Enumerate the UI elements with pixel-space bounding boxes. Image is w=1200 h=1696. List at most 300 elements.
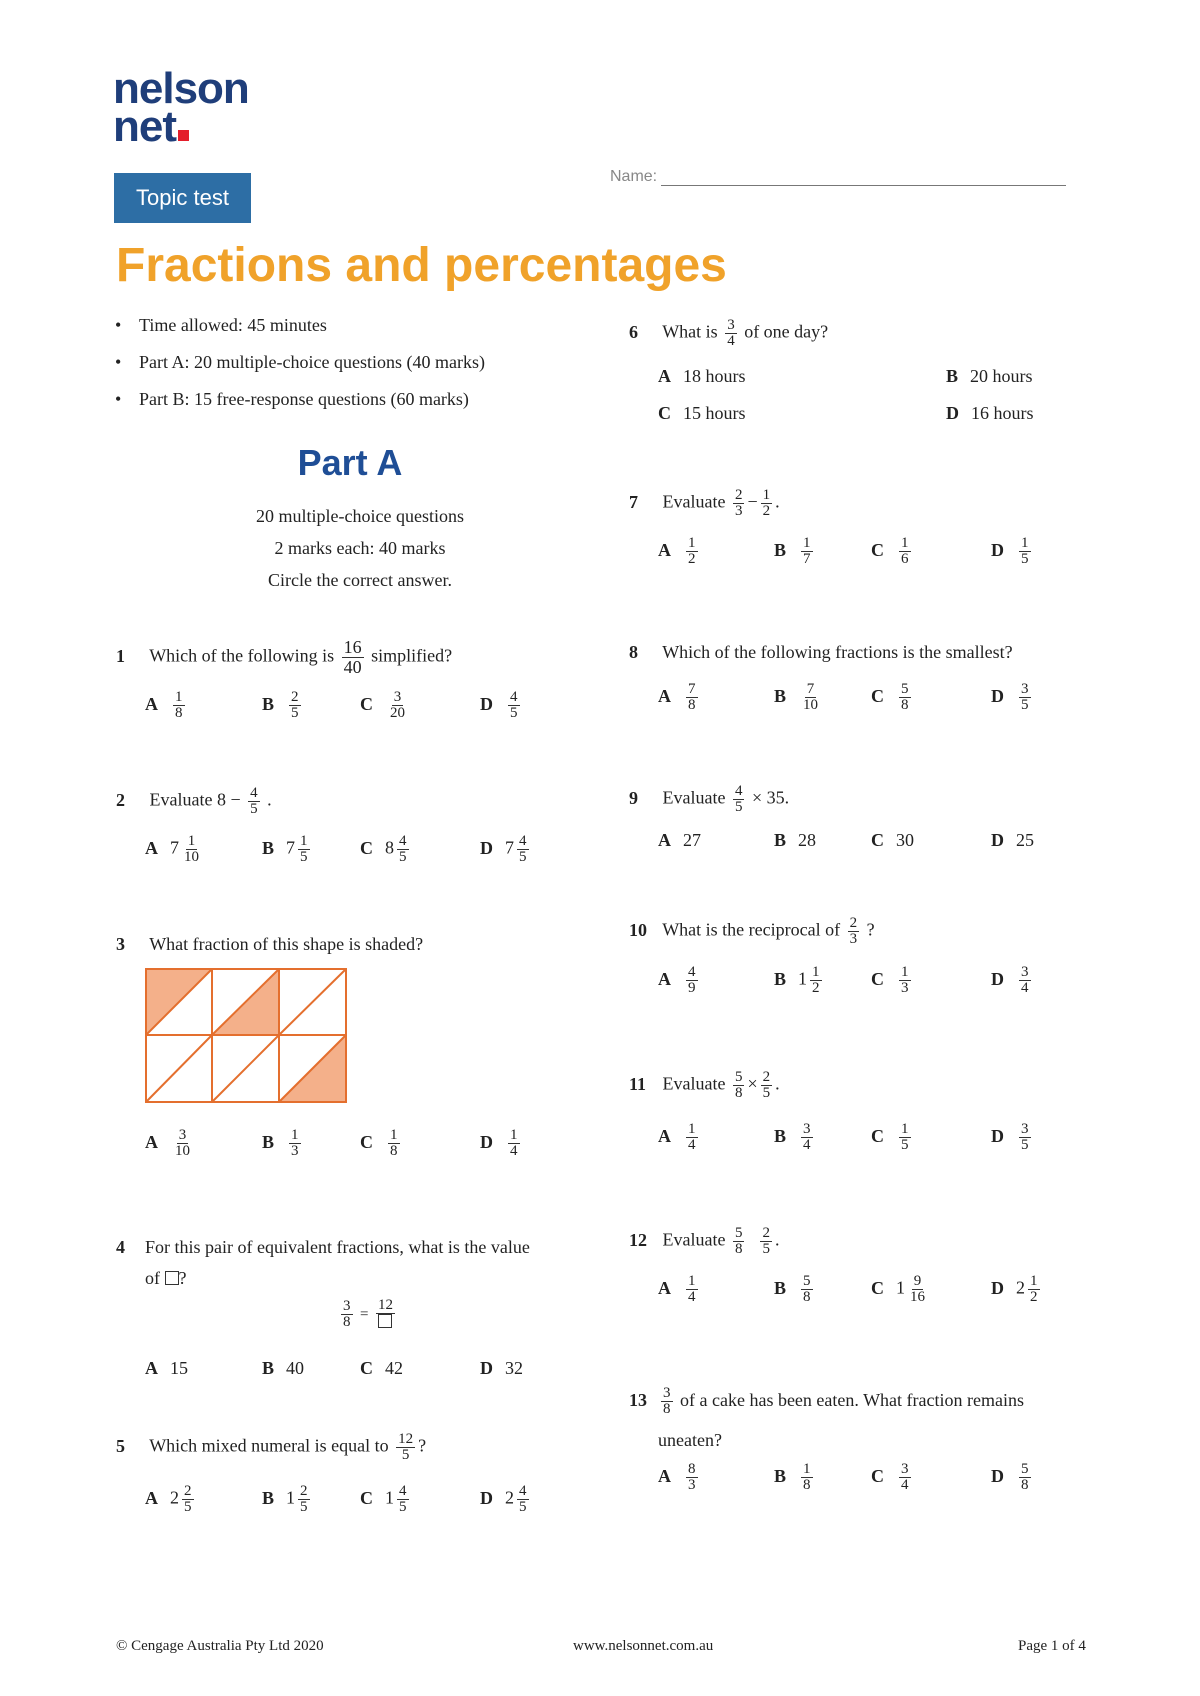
fraction <box>182 834 201 865</box>
numerator: 4 <box>510 689 518 705</box>
q9-option-c[interactable] <box>871 830 914 851</box>
fraction <box>899 536 911 567</box>
option-letter: B <box>946 366 959 386</box>
part-a-line: 2 marks each: 40 marks <box>274 538 446 558</box>
part-a-heading: Part A <box>297 442 403 483</box>
fraction <box>908 1274 927 1305</box>
option-letter: B <box>774 1125 787 1146</box>
question-text: simplified? <box>371 645 453 666</box>
logo-line1: nelson <box>113 64 249 113</box>
q3-option-a[interactable] <box>145 1128 195 1159</box>
denominator: 16 <box>910 1289 925 1305</box>
q8-option-d[interactable] <box>991 682 1034 713</box>
option-value: 30 <box>896 830 914 850</box>
option-letter: A <box>145 1131 158 1152</box>
fraction <box>801 1274 813 1305</box>
q8-option-b[interactable] <box>774 682 823 713</box>
question-text: Evaluate <box>662 1073 726 1094</box>
denominator: 5 <box>519 1499 527 1515</box>
denominator: 2 <box>1030 1289 1038 1305</box>
q10-option-c[interactable] <box>871 965 914 996</box>
option-value: 28 <box>798 830 817 850</box>
whole-number: 7 <box>170 837 179 858</box>
fraction <box>733 1070 745 1101</box>
option-letter: A <box>658 1125 671 1146</box>
denominator: 4 <box>901 1477 909 1493</box>
fraction <box>298 1484 310 1515</box>
option-letter: A <box>658 539 671 560</box>
numerator: 7 <box>688 681 696 697</box>
fraction <box>388 690 407 721</box>
option-letter: D <box>991 1125 1004 1146</box>
question-text: Evaluate <box>662 491 726 512</box>
blank-box <box>165 1271 179 1285</box>
question-text: What is the reciprocal of <box>662 919 841 940</box>
numerator: 1 <box>1030 1273 1038 1289</box>
numerator: 8 <box>688 1461 696 1477</box>
numerator: 1 <box>510 1127 518 1143</box>
option-letter: C <box>871 1465 884 1486</box>
numerator: 2 <box>762 1225 770 1241</box>
q5-option-a[interactable] <box>145 1484 197 1515</box>
q3-option-b[interactable] <box>262 1128 304 1159</box>
q1-option-c[interactable] <box>360 690 410 721</box>
blank-box <box>378 1314 392 1328</box>
fraction <box>733 784 745 815</box>
q9-option-b[interactable] <box>774 830 816 851</box>
fraction <box>248 786 260 817</box>
question-7 <box>629 488 780 519</box>
q11-option-a[interactable] <box>658 1122 701 1153</box>
fraction <box>686 536 698 567</box>
shaded-triangle-grid <box>145 968 348 1104</box>
option-value: 32 <box>505 1358 523 1378</box>
q8-option-a[interactable] <box>658 682 701 713</box>
denominator: 3 <box>688 1477 696 1493</box>
option-letter: A <box>658 1465 671 1486</box>
whole-number: 1 <box>286 1487 296 1508</box>
numerator: 4 <box>519 833 527 849</box>
denominator: 5 <box>300 849 308 865</box>
q11-option-d[interactable] <box>991 1122 1034 1153</box>
denominator: 3 <box>291 1143 299 1159</box>
question-number: 5 <box>116 1435 125 1456</box>
numerator: 1 <box>291 1127 299 1143</box>
denominator: 5 <box>519 849 527 865</box>
question-5 <box>116 1432 426 1463</box>
question-11 <box>629 1070 780 1101</box>
whole-number: 1 <box>385 1487 394 1508</box>
denominator: 5 <box>300 1499 308 1515</box>
option-letter: B <box>774 830 787 850</box>
q3-option-c[interactable] <box>360 1128 403 1159</box>
option-letter: B <box>262 837 275 858</box>
denominator: 5 <box>1021 551 1029 567</box>
fraction <box>661 1386 673 1417</box>
denominator: 8 <box>803 1289 811 1305</box>
q6-option-a[interactable] <box>658 366 746 387</box>
q5-option-b[interactable] <box>262 1484 313 1515</box>
equals-sign: = <box>360 1306 369 1323</box>
numerator: 4 <box>399 833 407 849</box>
numerator: 4 <box>399 1483 407 1499</box>
question-1 <box>116 638 452 677</box>
fraction <box>1028 1274 1040 1305</box>
fraction <box>289 690 301 721</box>
question-text: Evaluate <box>662 1229 726 1250</box>
fraction <box>173 1128 192 1159</box>
denominator: 7 <box>803 551 811 567</box>
option-letter: C <box>871 1277 884 1298</box>
question-text: ? <box>418 1435 427 1456</box>
numerator: 1 <box>803 535 811 551</box>
numerator: 1 <box>688 1273 696 1289</box>
fraction <box>342 638 364 677</box>
q2-option-b[interactable] <box>262 834 313 865</box>
option-letter: A <box>658 830 671 850</box>
option-value: 18 hours <box>683 366 746 386</box>
fraction <box>899 682 911 713</box>
fraction <box>801 536 813 567</box>
option-letter: A <box>658 968 671 989</box>
footer-page: Page 1 of 4 <box>1018 1638 1086 1654</box>
q2-option-d[interactable] <box>480 834 532 865</box>
question-13 <box>629 1380 1099 1460</box>
q12-option-c[interactable] <box>871 1274 930 1305</box>
whole-number: 1 <box>896 1277 905 1298</box>
q9-option-a[interactable] <box>658 830 701 851</box>
numerator: 12 <box>377 1297 393 1313</box>
fraction <box>899 1122 911 1153</box>
intro-item: • Part A: 20 multiple-choice questions (40 marks) <box>115 352 485 389</box>
q12-option-d[interactable] <box>991 1274 1043 1305</box>
question-text: of one day? <box>744 321 829 342</box>
option-letter: C <box>871 968 884 989</box>
numerator: 2 <box>291 689 299 705</box>
denominator: 9 <box>688 980 696 996</box>
denominator: 10 <box>184 849 199 865</box>
option-letter: C <box>360 1487 373 1508</box>
option-value: 15 <box>170 1358 188 1378</box>
q1-option-d[interactable] <box>480 690 523 721</box>
footer-url[interactable]: www.nelsonnet.com.au <box>573 1638 714 1654</box>
numerator: 2 <box>734 487 743 503</box>
denominator: 8 <box>343 1314 351 1330</box>
q13-option-a[interactable] <box>658 1462 701 1493</box>
denominator: 5 <box>510 705 518 721</box>
option-letter: C <box>360 1358 373 1378</box>
numerator: 1 <box>688 535 696 551</box>
denominator: 20 <box>390 705 405 721</box>
question-text: . <box>775 491 780 512</box>
q13-option-d[interactable] <box>991 1462 1034 1493</box>
numerator: 3 <box>1021 681 1029 697</box>
part-a-info <box>210 500 510 596</box>
fraction <box>517 834 529 865</box>
q7-option-c[interactable] <box>871 536 914 567</box>
numerator: 3 <box>1021 1121 1029 1137</box>
whole-number: 8 <box>385 837 394 858</box>
denominator: 5 <box>399 849 407 865</box>
option-letter: A <box>658 366 671 386</box>
numerator: 1 <box>901 1121 909 1137</box>
question-text: uneaten? <box>658 1430 722 1450</box>
option-letter: A <box>145 1487 158 1508</box>
question-text: Which of the following is <box>149 645 335 666</box>
q13-option-c[interactable] <box>871 1462 914 1493</box>
option-letter: B <box>774 539 787 560</box>
q4-option-d[interactable] <box>480 1358 523 1379</box>
question-text: . <box>267 789 272 810</box>
fraction <box>1019 965 1031 996</box>
q7-option-b[interactable] <box>774 536 816 567</box>
option-letter: D <box>480 837 493 858</box>
fraction <box>396 1432 415 1463</box>
fraction <box>760 1226 772 1257</box>
option-letter: C <box>871 685 884 706</box>
q4-equation <box>338 1298 398 1331</box>
name-line[interactable] <box>661 171 1066 186</box>
denominator: 4 <box>803 1137 811 1153</box>
intro-item: • Part B: 15 free-response questions (60 marks) <box>115 389 485 426</box>
name-label: Name: <box>610 168 658 185</box>
q10-option-d[interactable] <box>991 965 1034 996</box>
fraction <box>801 1122 813 1153</box>
page-title: Fractions and percentages <box>116 239 727 292</box>
denominator: 4 <box>1021 980 1029 996</box>
fraction <box>341 1299 353 1330</box>
numerator: 3 <box>803 1121 811 1137</box>
operator: × <box>747 1073 758 1094</box>
fraction <box>686 965 698 996</box>
q6-option-c[interactable] <box>658 403 746 424</box>
numerator: 1 <box>187 833 196 849</box>
q5-option-d[interactable] <box>480 1484 532 1515</box>
topic-test-badge: Topic test <box>114 173 251 223</box>
denominator <box>376 1314 394 1331</box>
numerator: 1 <box>1021 535 1029 551</box>
denominator: 5 <box>1021 697 1029 713</box>
q1-option-a[interactable] <box>145 690 188 721</box>
fraction <box>1019 682 1031 713</box>
denominator: 5 <box>762 1241 770 1257</box>
numerator: 3 <box>663 1385 671 1402</box>
denominator: 10 <box>175 1143 190 1159</box>
denominator: 8 <box>803 1477 811 1493</box>
denominator: 8 <box>663 1401 671 1418</box>
q1-option-b[interactable] <box>262 690 304 721</box>
fraction <box>733 488 745 519</box>
option-letter: C <box>360 693 373 714</box>
q6-option-b[interactable] <box>946 366 1033 387</box>
question-number: 11 <box>629 1073 647 1094</box>
numerator: 1 <box>300 833 308 849</box>
fraction <box>899 1462 911 1493</box>
fraction <box>761 488 773 519</box>
denominator: 8 <box>175 705 183 721</box>
q7-option-a[interactable] <box>658 536 701 567</box>
fraction <box>848 916 860 947</box>
q6-option-d[interactable] <box>946 403 1034 424</box>
denominator: 4 <box>727 333 735 349</box>
numerator: 5 <box>734 1225 743 1241</box>
question-text: Which of the following fractions is the smallest? <box>662 642 1013 662</box>
fraction <box>686 1462 698 1493</box>
fraction <box>289 1128 301 1159</box>
question-12 <box>629 1226 779 1257</box>
numerator: 1 <box>901 535 909 551</box>
q3-option-d[interactable] <box>480 1128 523 1159</box>
numerator: 9 <box>913 1273 922 1289</box>
fraction <box>1019 1122 1031 1153</box>
fraction <box>801 682 820 713</box>
q12-option-b[interactable] <box>774 1274 816 1305</box>
option-letter: D <box>480 1358 493 1378</box>
question-text: What fraction of this shape is shaded? <box>149 934 424 954</box>
denominator: 2 <box>812 980 820 996</box>
q5-option-c[interactable] <box>360 1484 412 1515</box>
question-4 <box>116 1232 586 1294</box>
whole-number: 2 <box>1016 1277 1025 1298</box>
q8-option-c[interactable] <box>871 682 914 713</box>
denominator: 5 <box>399 1499 407 1515</box>
question-number: 1 <box>116 645 125 666</box>
logo-red-dot <box>178 130 189 141</box>
option-letter: D <box>991 830 1004 850</box>
fraction <box>801 1462 813 1493</box>
denominator: 3 <box>849 931 858 947</box>
q7-option-d[interactable] <box>991 536 1034 567</box>
option-letter: D <box>946 403 959 423</box>
numerator: 5 <box>1021 1461 1029 1477</box>
denominator: 4 <box>688 1137 696 1153</box>
numerator: 5 <box>901 681 909 697</box>
question-number: 9 <box>629 787 638 808</box>
fraction <box>182 1484 194 1515</box>
question-text: Evaluate <box>662 787 726 808</box>
fraction <box>397 834 409 865</box>
denominator: 8 <box>688 697 696 713</box>
fraction <box>761 1070 773 1101</box>
fraction <box>397 1484 409 1515</box>
q9-option-d[interactable] <box>991 830 1034 851</box>
fraction <box>173 690 185 721</box>
q10-option-b[interactable] <box>774 965 825 996</box>
denominator: 5 <box>184 1499 192 1515</box>
fraction <box>686 682 698 713</box>
denominator: 6 <box>901 551 909 567</box>
option-letter: D <box>480 1131 493 1152</box>
option-letter: A <box>145 693 158 714</box>
fraction <box>899 965 911 996</box>
question-text: of a cake has been eaten. What fraction remains <box>680 1390 1024 1410</box>
numerator: 4 <box>519 1483 527 1499</box>
option-letter: B <box>774 1277 787 1298</box>
numerator: 2 <box>184 1483 192 1499</box>
question-number: 6 <box>629 321 638 342</box>
q13-option-b[interactable] <box>774 1462 816 1493</box>
denominator: 5 <box>1021 1137 1029 1153</box>
question-text: of <box>145 1268 160 1288</box>
denominator: 8 <box>901 697 909 713</box>
option-letter: C <box>871 1125 884 1146</box>
numerator: 2 <box>300 1483 308 1499</box>
numerator: 3 <box>393 689 402 705</box>
option-letter: C <box>871 539 884 560</box>
q4-option-b[interactable] <box>262 1358 304 1379</box>
numerator: 2 <box>849 915 858 931</box>
option-letter: C <box>658 403 671 423</box>
numerator: 3 <box>343 1298 351 1314</box>
whole-number: 7 <box>286 837 296 858</box>
numerator: 4 <box>250 785 258 801</box>
option-value: 16 hours <box>971 403 1034 423</box>
q11-option-b[interactable] <box>774 1122 816 1153</box>
denominator: 10 <box>803 697 819 713</box>
question-text: Which mixed numeral is equal to <box>149 1435 389 1456</box>
q2-option-a[interactable] <box>145 834 204 865</box>
option-letter: B <box>262 1358 275 1378</box>
q12-option-a[interactable] <box>658 1274 701 1305</box>
denominator: 8 <box>1021 1477 1029 1493</box>
option-letter: A <box>658 1277 671 1298</box>
denominator: 40 <box>343 657 362 677</box>
option-letter: D <box>991 685 1004 706</box>
denominator: 4 <box>688 1289 696 1305</box>
q11-option-c[interactable] <box>871 1122 914 1153</box>
numerator: 1 <box>803 1461 811 1477</box>
fraction <box>810 965 822 996</box>
question-number: 10 <box>629 919 647 940</box>
numerator: 1 <box>175 689 183 705</box>
fraction <box>508 1128 520 1159</box>
option-value: 42 <box>385 1358 403 1378</box>
q2-option-c[interactable] <box>360 834 412 865</box>
q10-option-a[interactable] <box>658 965 701 996</box>
fraction <box>733 1226 745 1257</box>
question-number: 7 <box>629 491 638 512</box>
q4-option-a[interactable] <box>145 1358 188 1379</box>
nelsonnet-logo <box>113 64 249 151</box>
question-text: For this pair of equivalent fractions, what is the value <box>145 1237 530 1257</box>
name-field[interactable] <box>610 168 1066 186</box>
denominator: 2 <box>688 551 696 567</box>
option-letter: D <box>480 1487 493 1508</box>
numerator: 3 <box>1021 964 1029 980</box>
question-2 <box>116 786 272 817</box>
question-number: 12 <box>629 1229 647 1250</box>
question-text: ? <box>178 1268 187 1288</box>
question-number: 4 <box>116 1237 125 1257</box>
question-number: 8 <box>629 642 638 662</box>
fraction <box>686 1122 698 1153</box>
option-value: 40 <box>286 1358 305 1378</box>
q4-option-c[interactable] <box>360 1358 403 1379</box>
fraction <box>1019 536 1031 567</box>
numerator: 3 <box>727 317 735 333</box>
option-letter: D <box>991 1277 1004 1298</box>
option-letter: D <box>480 693 493 714</box>
question-10 <box>629 916 875 947</box>
question-9 <box>629 784 789 815</box>
footer-copyright: © Cengage Australia Pty Ltd 2020 <box>116 1638 324 1654</box>
numerator: 3 <box>901 1461 909 1477</box>
fraction <box>686 1274 698 1305</box>
denominator: 3 <box>734 503 743 519</box>
question-text: . <box>774 1229 780 1250</box>
numerator: 7 <box>806 681 815 697</box>
numerator: 5 <box>734 1069 743 1085</box>
